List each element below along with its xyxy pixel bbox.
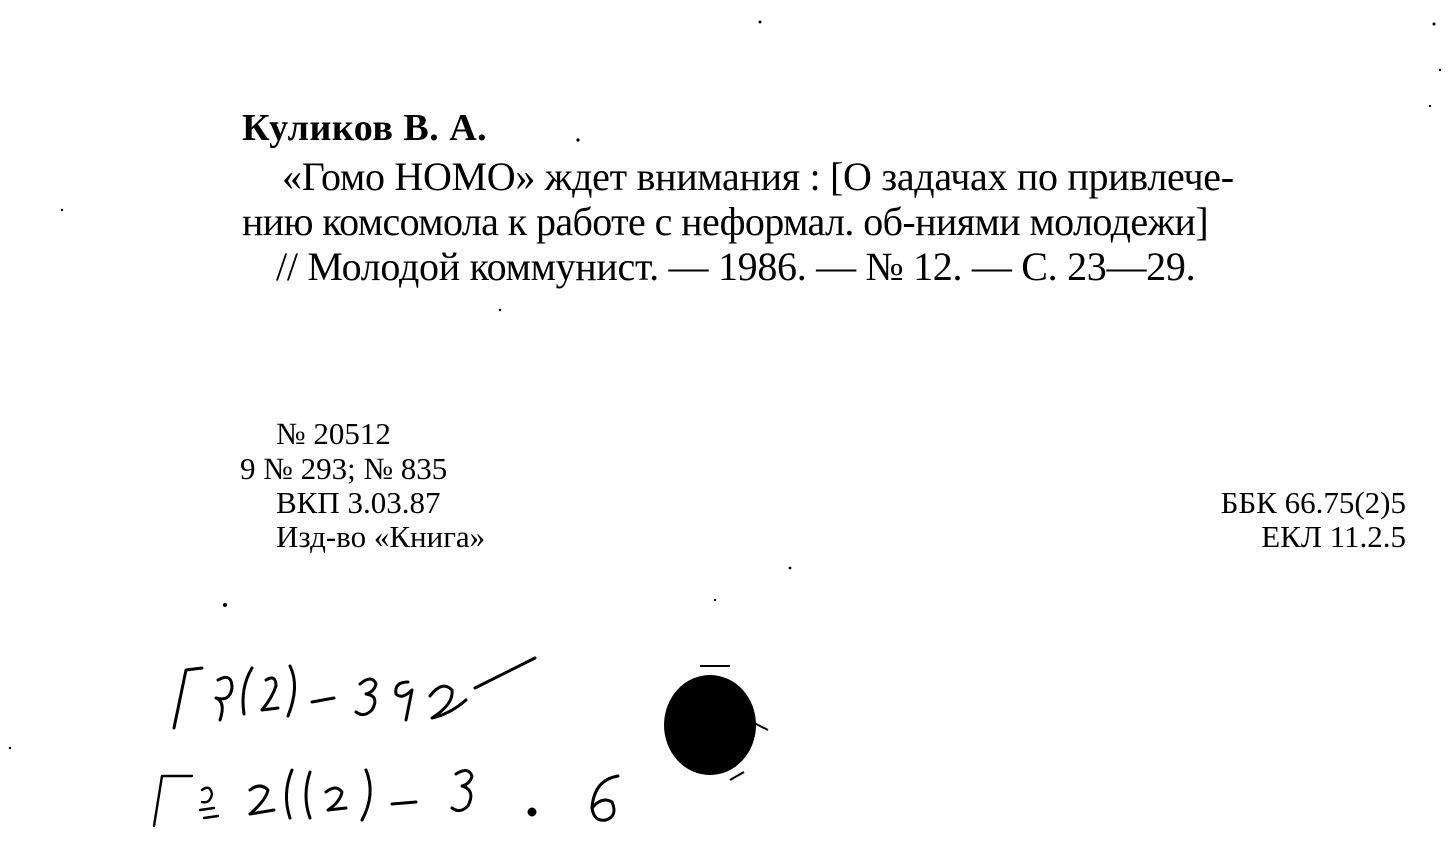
ekl-code: ЕКЛ 11.2.5 <box>1261 519 1406 554</box>
bbk-code: ББК 66.75(2)5 <box>1220 485 1406 520</box>
title-line-1: «Гомо НОМО» ждет внимания : [О задачах по привлече- <box>282 154 1234 199</box>
title-line-3: // Молодой коммунист. — 1986. — № 12. — С. 23—29. <box>276 244 1196 289</box>
ink-blot <box>660 660 780 790</box>
card-numbers: 9 № 293; № 835 <box>240 451 448 486</box>
vkp-date: ВКП 3.03.87 <box>276 485 441 520</box>
title-line-2: нию комсомола к работе с неформал. об-ниями молодежи] <box>242 199 1209 244</box>
handwritten-shelf-marks <box>140 640 660 850</box>
record-number: № 20512 <box>276 416 391 451</box>
author-name: Куликов В. А. <box>242 107 488 149</box>
publisher: Изд-во «Книга» <box>276 519 486 554</box>
